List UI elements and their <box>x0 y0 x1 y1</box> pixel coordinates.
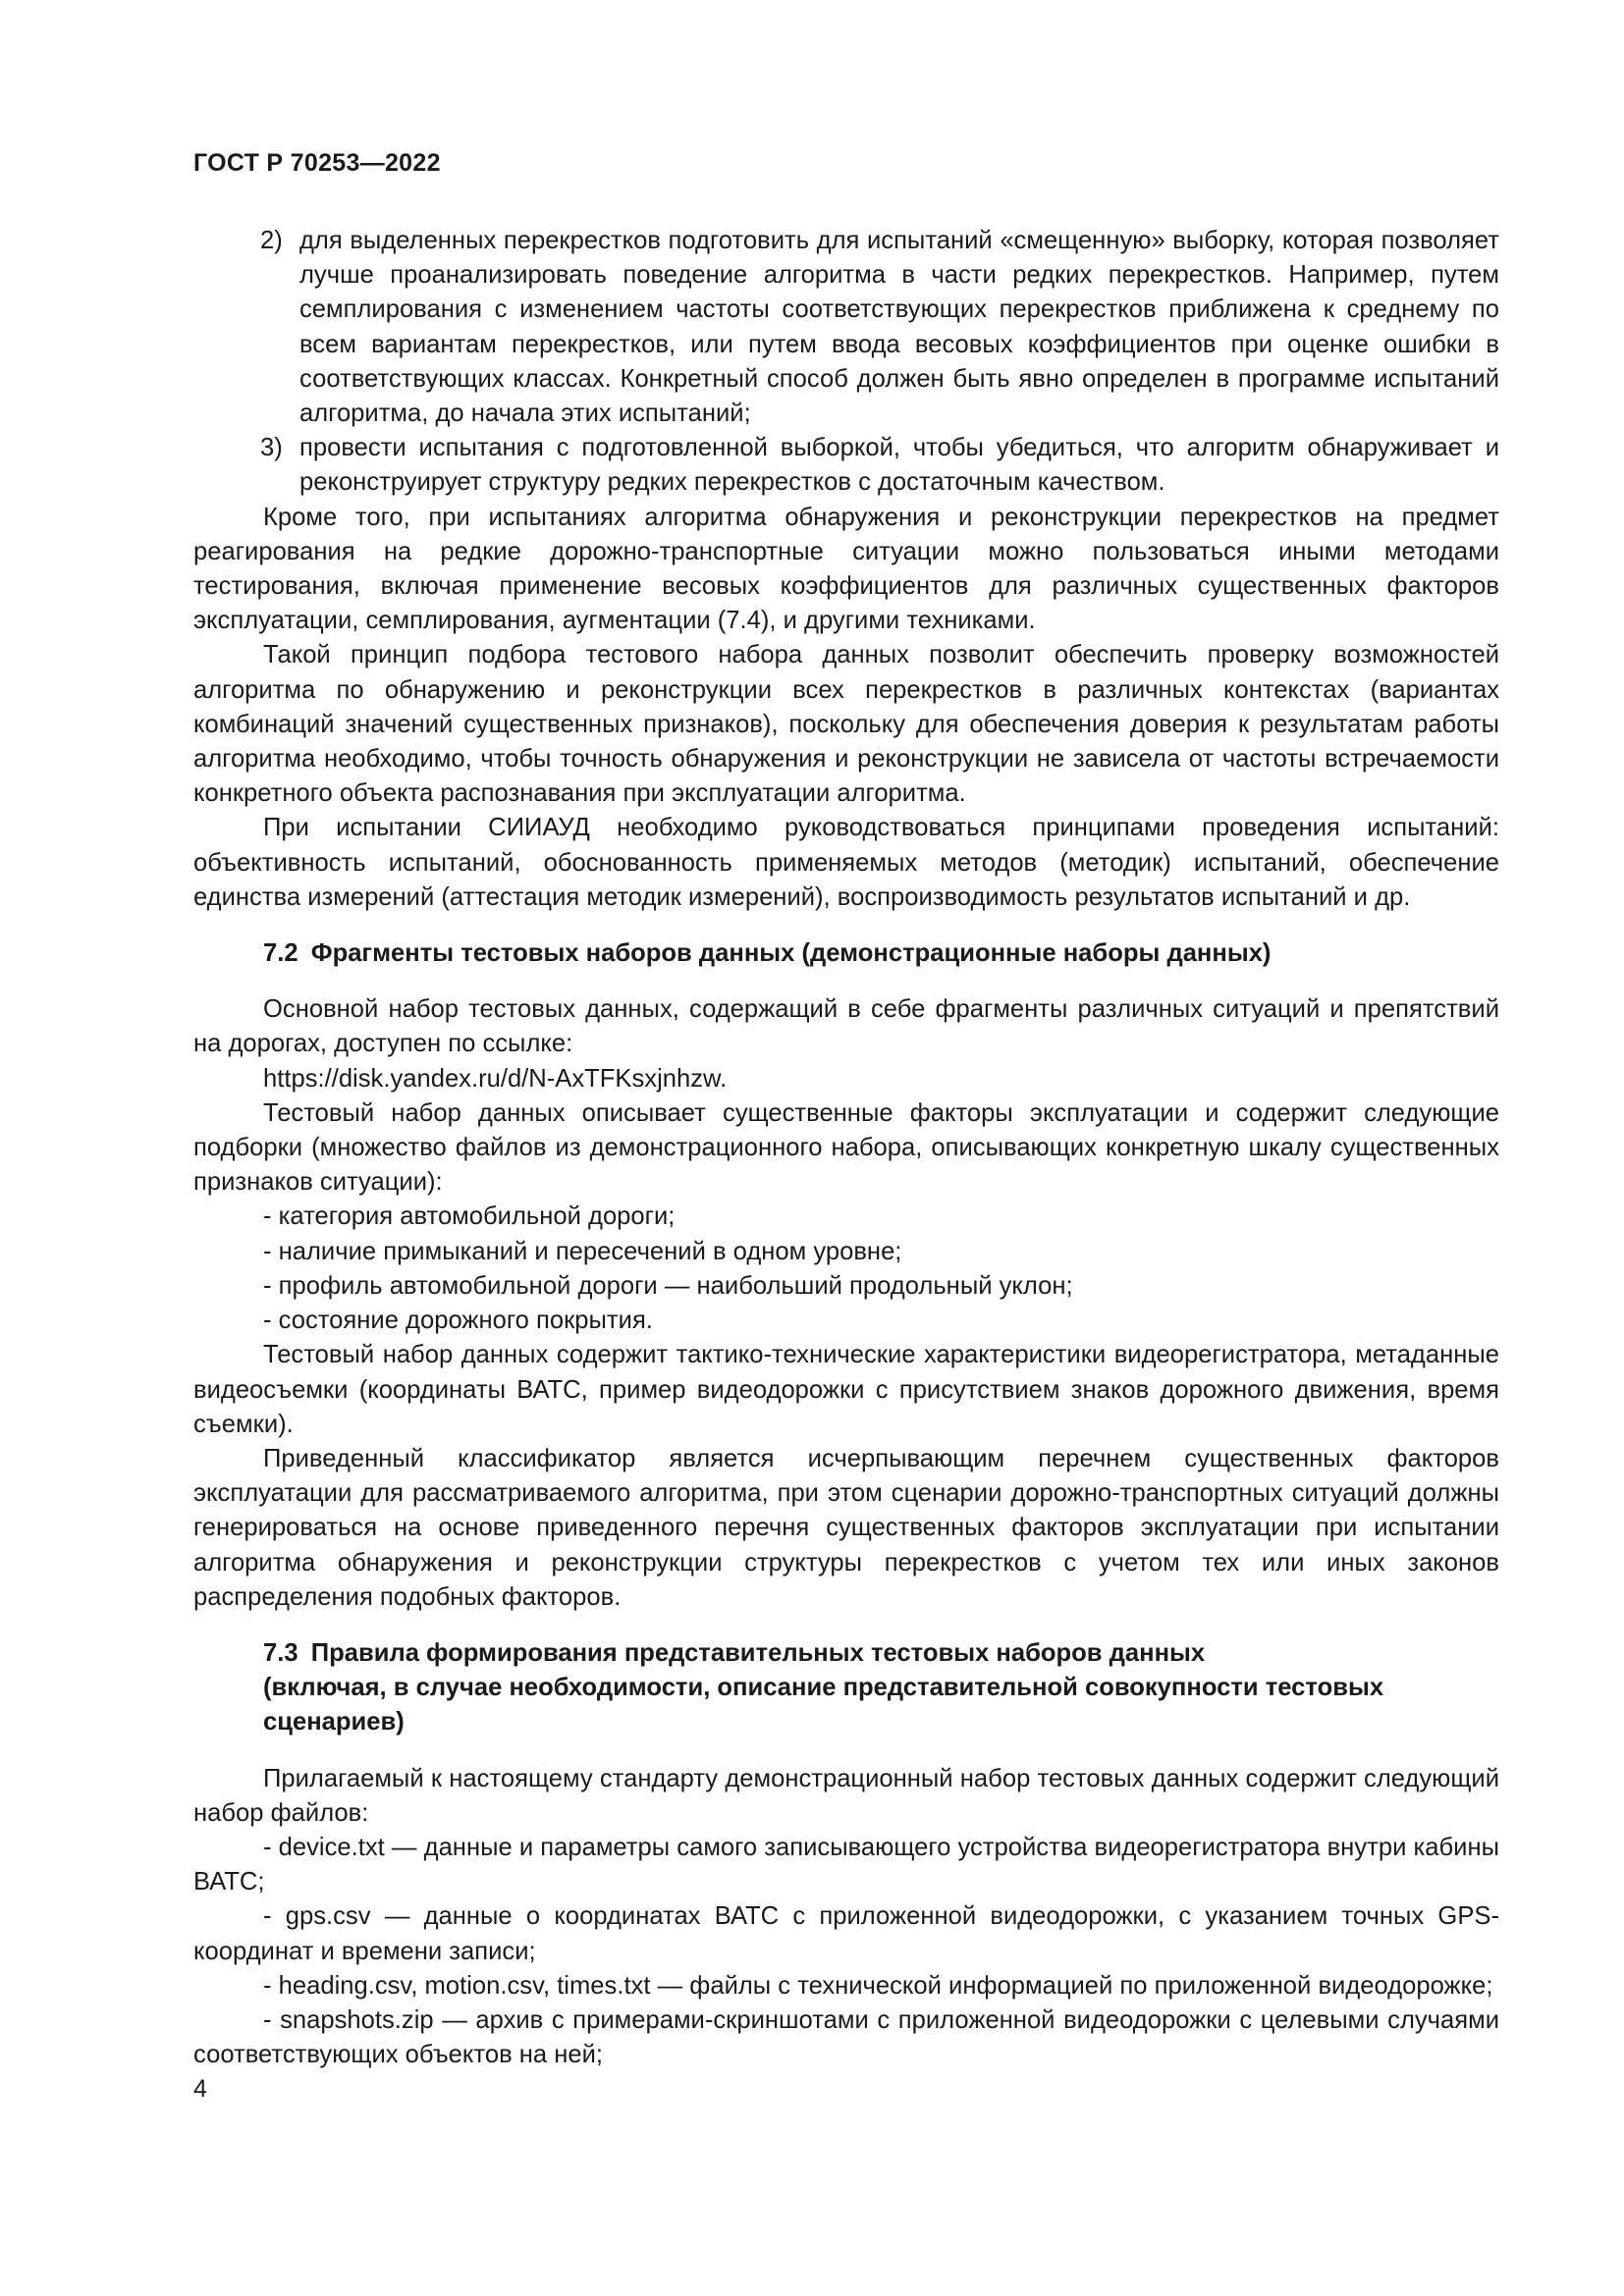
list-item: - состояние дорожного покрытия. <box>263 1307 653 1335</box>
document-header: ГОСТ Р 70253—2022 <box>193 149 441 177</box>
list-item: - наличие примыканий и пересечений в одном уровне; <box>263 1237 902 1265</box>
file-list-item: - snapshots.zip — архив с примерами-скриншотами с приложенной видеодорожки с целевыми случаями соответствующих объектов на ней; <box>193 2005 1499 2069</box>
section-number: 7.2 <box>263 939 298 968</box>
list-item <box>193 224 1499 431</box>
paragraph: Кроме того, при испытаниях алгоритма обнаружения и реконструкции перекрестков на предмет реагирования на редкие дорожно-транспортные ситуации можно пользоваться иными методами тестирования, включая применение весовых коэффициентов для различных существенных факторов эксплуатации, семплирования, аугментации (7.4), и другими техниками. <box>193 503 1499 635</box>
list-item-number: 3) <box>260 434 283 462</box>
paragraph: Тестовый набор данных описывает существенные факторы эксплуатации и содержит следующие подборки (множество файлов из демонстрационного набора, описывающих конкретную шкалу существенных признаков ситуации): <box>193 1098 1499 1197</box>
list-item <box>193 431 1499 500</box>
paragraph: Тестовый набор данных содержит тактико-технические характеристики видеорегистратора, метаданные видеосъемки (координаты ВАТС, пример видеодорожки с присутствием знаков дорожного движения, время съемки). <box>193 1341 1499 1438</box>
list-item-text: провести испытания с подготовленной выборкой, чтобы убедиться, что алгоритм обнаруживает и реконструирует структуру редких перекрестков с достаточным качеством. <box>299 434 1499 497</box>
paragraph: При испытании СИИАУД необходимо руководствоваться принципами проведения испытаний: объективность испытаний, обоснованность применяемых методов (методик) испытаний, обеспечение единства измерений (аттестация методик измерений), воспроизводимость результатов испытаний и др. <box>193 814 1499 911</box>
section-title-line: (включая, в случае необходимости, описание представительной совокупности тестовых <box>263 1674 1384 1702</box>
page-number: 4 <box>193 2075 207 2103</box>
section-title: Фрагменты тестовых наборов данных (демонстрационные наборы данных) <box>310 939 1272 968</box>
list-item-text: для выделенных перекрестков подготовить для испытаний «смещенную» выборку, которая позволяет лучше проанализировать поведение алгоритма в части редких перекрестков. Например, путем семплирования с изменением частоты соответствующих перекрестков приближена к среднему по всем вариантам перекрестков, или путем ввода весовых коэффициентов при оценке ошибки в соответствующих классах. Конкретный способ должен быть явно определен в программе испытаний алгоритма, до начала этих испытаний; <box>299 227 1499 428</box>
section-heading-7-3 <box>193 1636 1499 1740</box>
list-item: - категория автомобильной дороги; <box>263 1202 676 1231</box>
file-list-item: - device.txt — данные и параметры самого записывающего устройства видеорегистратора внутри кабины ВАТС; <box>193 1833 1499 1896</box>
section-heading-7-2 <box>193 936 1499 971</box>
paragraph: Прилагаемый к настоящему стандарту демонстрационный набор тестовых данных содержит следующий набор файлов: <box>193 1764 1499 1827</box>
section-title-line: сценариев) <box>263 1708 405 1736</box>
paragraph: Приведенный классификатор является исчерпывающим перечнем существенных факторов эксплуатации для рассматриваемого алгоритма, при этом сценарии дорожно-транспортных ситуаций должны генерироваться на основе приведенного перечня существенных факторов эксплуатации при испытании алгоритма обнаружения и реконструкции структуры перекрестков с учетом тех или иных законов распределения подобных факторов. <box>193 1444 1499 1611</box>
file-list-item: - gps.csv — данные о координатах ВАТС с приложенной видеодорожки, с указанием точных GPS-координат и времени записи; <box>193 1902 1499 1965</box>
paragraph: Такой принцип подбора тестового набора данных позволит обеспечить проверку возможностей алгоритма по обнаружению и реконструкции всех перекрестков в различных контекстах (вариантах комбинаций значений существенных признаков), поскольку для обеспечения доверия к результатам работы алгоритма необходимо, чтобы точность обнаружения и реконструкции не зависела от частоты встречаемости конкретного объекта распознавания при эксплуатации алгоритма. <box>193 641 1499 808</box>
paragraph: Основной набор тестовых данных, содержащий в себе фрагменты различных ситуаций и препятствий на дорогах, доступен по ссылке: <box>193 995 1499 1058</box>
page-body <box>193 224 1499 2072</box>
section-number: 7.3 <box>263 1638 298 1667</box>
section-title-line: Правила формирования представительных тестовых наборов данных <box>310 1638 1206 1667</box>
dataset-link[interactable]: https://disk.yandex.ru/d/N-AxTFKsxjnhzw. <box>263 1064 728 1093</box>
list-item-number: 2) <box>260 227 283 254</box>
list-item: - профиль автомобильной дороги — наибольший продольный уклон; <box>263 1271 1073 1300</box>
file-list-item: - heading.csv, motion.csv, times.txt — файлы с технической информацией по приложенной видеодорожке; <box>263 1971 1493 2000</box>
